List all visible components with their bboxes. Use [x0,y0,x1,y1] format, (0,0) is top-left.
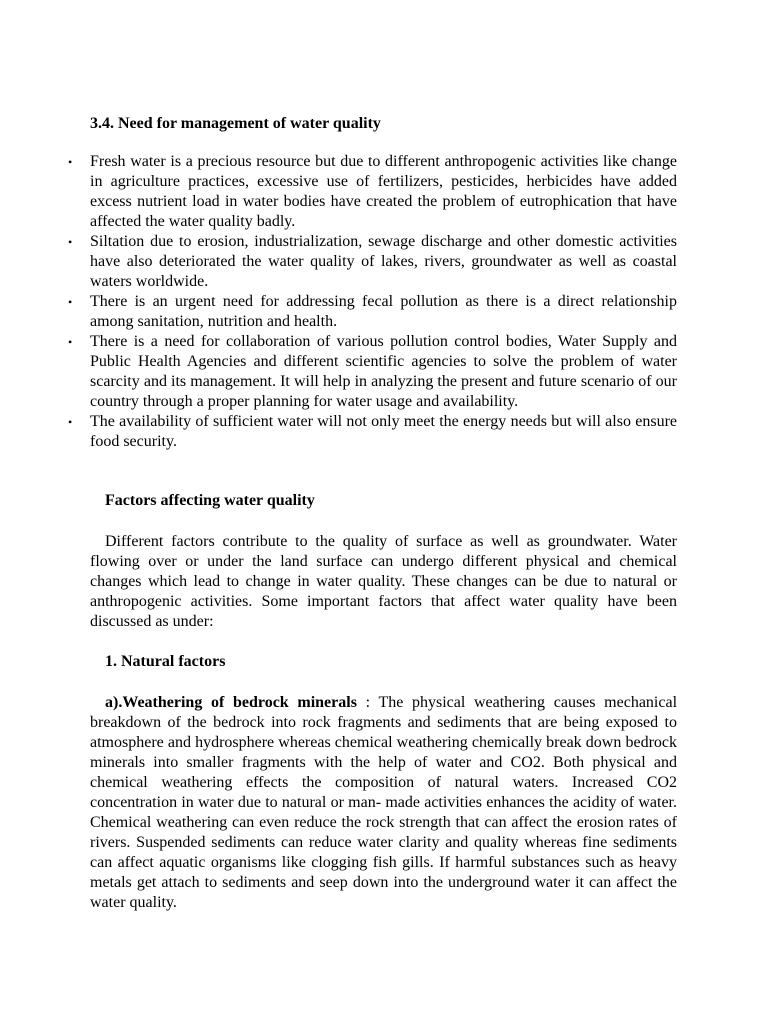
weathering-text: : The physical weathering causes mechanical breakdown of the bedrock into rock fragments and sediments that are being exposed to atmosphere and hydrosphere whereas chemical weathering chemically break down bedrock minerals into smaller fragments with the help of water and CO2. Both physical and chemical weathering effects the composition of natural waters. Increased CO2 concentration in water due to natural or man- made activities enhances the acidity of water. Chemical weathering can even reduce the rock strength that can affect the erosion rates of rivers. Suspended sediments can reduce water clarity and quality whereas fine sediments can affect aquatic organisms like clogging fish gills. If harmful substances such as heavy metals get attach to sediments and seep down into the underground water it can affect the water quality. [90,694,678,911]
list-item-text: There is a need for collaboration of various pollution control bodies, Water Supply and Public Health Agencies and different scientific agencies to solve the problem of water scarcity and its management. It will help in analyzing the present and future scenario of our country through a proper planning for water usage and availability. [90,333,677,410]
list-item [60,412,677,452]
bullet-list [60,152,677,452]
natural-factors-heading: 1. Natural factors [105,653,226,670]
factors-heading: Factors affecting water quality [105,492,315,509]
list-item [60,152,677,232]
bullet-icon: • [68,155,73,169]
list-item-text: There is an urgent need for addressing fecal pollution as there is a direct relationship among sanitation, nutrition and health. [90,293,677,330]
bullet-icon: • [68,335,73,349]
list-item-text: Siltation due to erosion, industrialization, sewage discharge and other domestic activities have also deteriorated the water quality of lakes, rivers, groundwater as well as coastal waters worldwide. [90,233,677,290]
weathering-paragraph [90,693,677,913]
list-item-text: The availability of sufficient water will not only meet the energy needs but will also ensure food security. [90,413,677,450]
bullet-icon: • [68,415,73,429]
bullet-icon: • [68,295,73,309]
weathering-lead: a).Weathering of bedrock minerals [105,694,357,711]
list-item [60,332,677,412]
list-item-text: Fresh water is a precious resource but due to different anthropogenic activities like change in agriculture practices, excessive use of fertilizers, pesticides, herbicides have added excess nutrient load in water bodies have created the problem of eutrophication that have affected the water quality badly. [90,153,677,230]
list-item [60,292,677,332]
list-item [60,232,677,292]
section-title: 3.4. Need for management of water quality [90,115,381,132]
bullet-icon: • [68,235,73,249]
factors-intro-paragraph: Different factors contribute to the quality of surface as well as groundwater. Water flowing over or under the land surface can undergo different physical and chemical changes which lead to change in water quality. These changes can be due to natural or anthropogenic activities. Some important factors that affect water quality have been discussed as under: [90,533,677,630]
